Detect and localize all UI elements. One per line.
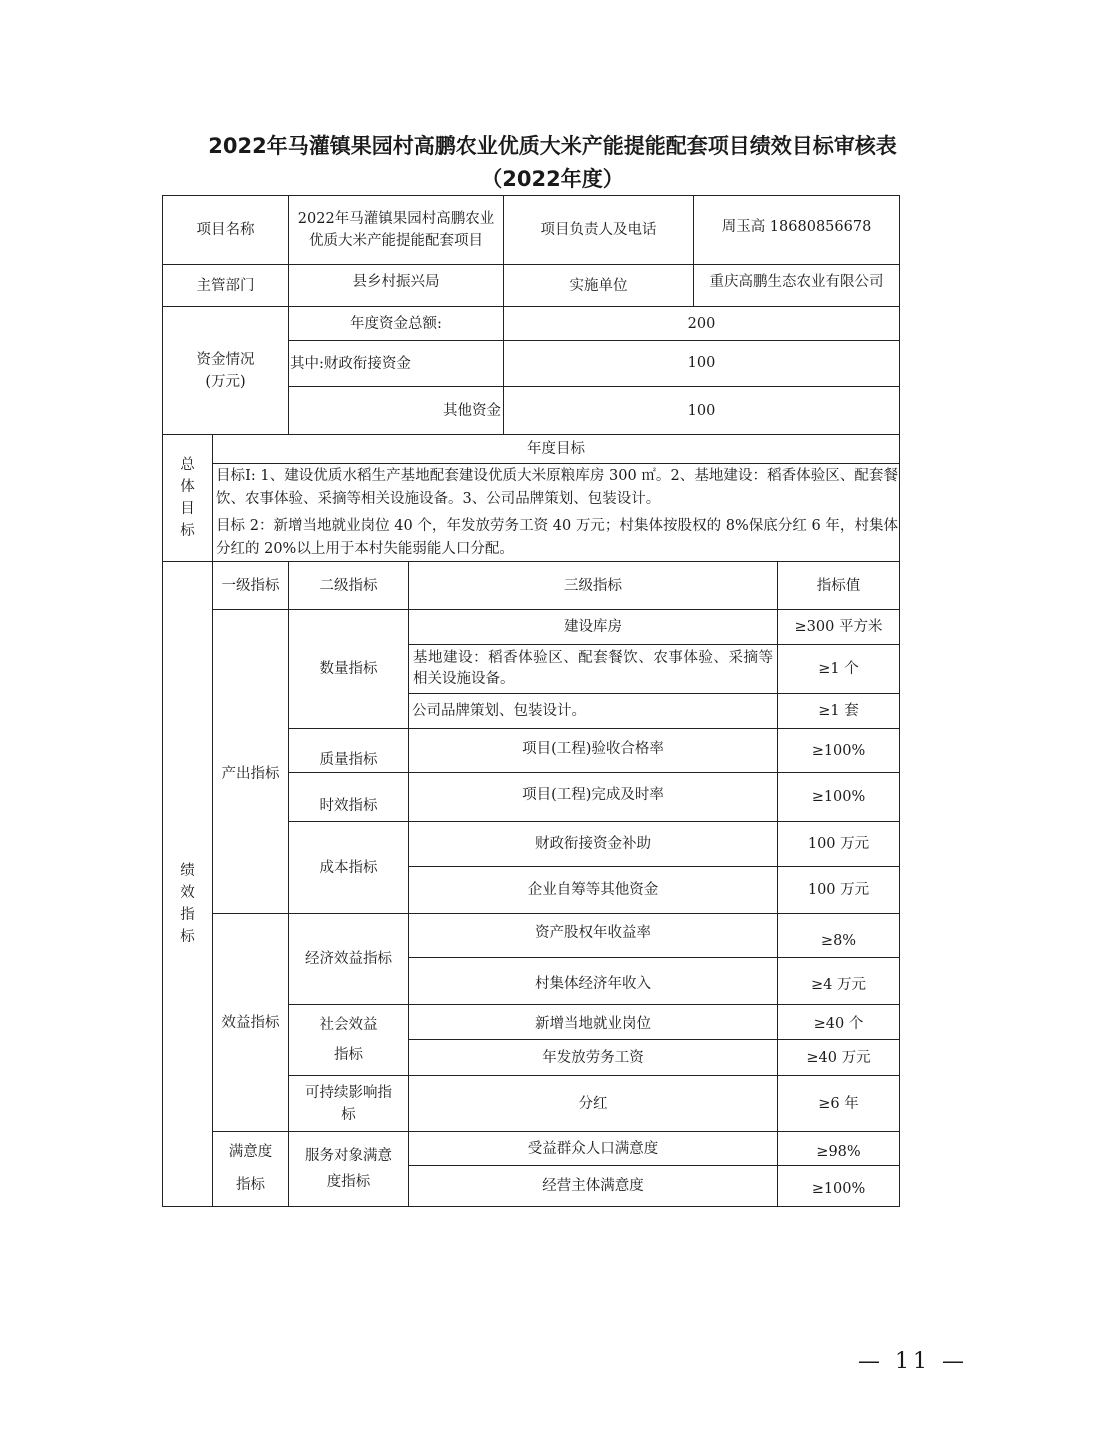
value-cell: ≥1 套 xyxy=(818,703,859,719)
l3-row: 项目(工程)验收合格率 xyxy=(522,740,664,757)
overall-char: 目 xyxy=(180,501,195,517)
funds-fiscal-label: 其中:财政衔接资金 xyxy=(290,355,411,372)
document-title: 2022年马灌镇果园村高鹏农业优质大米产能提能配套项目绩效目标审核表 xyxy=(208,134,897,158)
l1-satisfaction-b: 指标 xyxy=(236,1177,265,1193)
l3-row: 村集体经济年收入 xyxy=(535,976,651,992)
l3-row: 新增当地就业岗位 xyxy=(535,1016,651,1032)
leader-label: 项目负责人及电话 xyxy=(540,222,657,238)
l3-row: 财政衔接资金补助 xyxy=(535,836,651,852)
dept-value: 县乡村振兴局 xyxy=(352,274,440,290)
goal-2: 目标 2：新增当地就业岗位 40 个，年发放劳务工资 40 万元；村集体按股权的 8%保底分红 6 年，村集体分红的 20%以上用于本村失能弱能人口分配。 xyxy=(216,518,898,557)
l2-sustain xyxy=(289,1076,408,1131)
value-cell: ≥4 万元 xyxy=(811,977,866,993)
funds-other-label: 其他资金 xyxy=(443,402,501,419)
value-cell: ≥1 个 xyxy=(818,661,859,677)
value-cell: ≥6 年 xyxy=(818,1095,859,1112)
funds-unit: (万元) xyxy=(205,373,246,390)
goal-1: 目标Ⅰ: 1、建设优质水稻生产基地配套建设优质大米原粮库房 300 ㎡。2、基地建设：稻香体验区、配套餐饮、农事体验、采摘等相关设施设备。3、公司品牌策划、包装设计。 xyxy=(216,468,898,507)
impl-value: 重庆高鹏生态农业有限公司 xyxy=(709,274,884,290)
l2-sustain-a: 可持续影响指 xyxy=(305,1084,392,1101)
funds-label xyxy=(163,307,288,434)
project-name-value: 2022年马灌镇果园村高鹏农业优质大米产能提能配套项目 xyxy=(297,211,495,249)
l1-benefit: 效益指标 xyxy=(221,1014,280,1031)
l3-row: 分红 xyxy=(578,1095,608,1112)
header-level1: 一级指标 xyxy=(221,577,280,594)
perf-char: 绩 xyxy=(180,863,195,879)
value-cell: ≥98% xyxy=(816,1143,861,1160)
perf-indicator-label xyxy=(163,562,212,1206)
funds-fiscal-value: 100 xyxy=(687,355,716,371)
value-cell: ≥8% xyxy=(820,932,857,949)
l2-sustain-b: 标 xyxy=(341,1106,356,1123)
dept-label: 主管部门 xyxy=(196,277,255,294)
value-cell: ≥100% xyxy=(811,742,866,759)
value-cell: 100 万元 xyxy=(807,882,870,898)
l3-row: 受益群众人口满意度 xyxy=(527,1140,659,1157)
value-cell: ≥300 平方米 xyxy=(794,619,883,635)
overall-char: 体 xyxy=(180,479,195,495)
l2-service-a: 服务对象满意 xyxy=(305,1148,392,1164)
perf-char: 标 xyxy=(180,929,195,945)
perf-char: 效 xyxy=(180,885,195,901)
l3-row: 项目(工程)完成及时率 xyxy=(522,787,664,803)
value-cell: ≥100% xyxy=(811,789,866,805)
l2-econ: 经济效益指标 xyxy=(305,951,392,967)
funds-label-text: 资金情况 xyxy=(196,351,255,368)
document-subtitle: （2022年度） xyxy=(481,167,624,191)
l2-social-a: 社会效益 xyxy=(319,1017,378,1033)
overall-char: 总 xyxy=(180,457,195,473)
overall-goal-label xyxy=(163,435,212,561)
l3-row: 企业自筹等其他资金 xyxy=(527,882,659,898)
l2-quality: 质量指标 xyxy=(319,751,378,768)
leader-value: 周玉高 18680856678 xyxy=(721,219,872,235)
project-name-label: 项目名称 xyxy=(196,222,255,238)
funds-other-value: 100 xyxy=(687,402,716,419)
overall-char: 标 xyxy=(180,523,195,539)
l2-service xyxy=(289,1132,408,1206)
annual-goal-header: 年度目标 xyxy=(527,441,585,457)
value-cell: ≥100% xyxy=(811,1181,866,1197)
funds-total-value: 200 xyxy=(687,315,716,332)
l2-time: 时效指标 xyxy=(319,798,378,814)
l3-row: 公司品牌策划、包装设计。 xyxy=(412,703,586,719)
header-level3: 三级指标 xyxy=(564,577,622,594)
l2-quantity: 数量指标 xyxy=(319,661,378,677)
value-cell: ≥40 个 xyxy=(813,1016,864,1032)
l1-satisfaction-a: 满意度 xyxy=(228,1144,273,1160)
l3-row: 年发放劳务工资 xyxy=(542,1049,644,1066)
l2-social xyxy=(289,1005,408,1075)
funds-total-label: 年度资金总额: xyxy=(350,315,442,332)
l3-row: 基地建设：稻香体验区、配套餐饮、农事体验、采摘等相关设施设备。 xyxy=(413,650,773,687)
perf-char: 指 xyxy=(180,907,195,923)
l3-row: 建设库房 xyxy=(564,619,622,635)
page-number: — 11 — xyxy=(858,1349,968,1374)
header-level2: 二级指标 xyxy=(319,577,378,594)
l1-satisfaction xyxy=(213,1132,288,1206)
value-cell: 100 万元 xyxy=(807,836,870,852)
header-value: 指标值 xyxy=(816,577,861,594)
l2-service-b: 度指标 xyxy=(326,1174,371,1190)
l2-social-b: 指标 xyxy=(334,1047,363,1063)
l3-row: 资产股权年收益率 xyxy=(535,924,651,941)
l2-cost: 成本指标 xyxy=(319,859,378,876)
l1-output: 产出指标 xyxy=(221,766,280,782)
value-cell: ≥40 万元 xyxy=(806,1049,871,1066)
impl-label: 实施单位 xyxy=(569,277,628,294)
l3-row: 经营主体满意度 xyxy=(542,1178,644,1194)
